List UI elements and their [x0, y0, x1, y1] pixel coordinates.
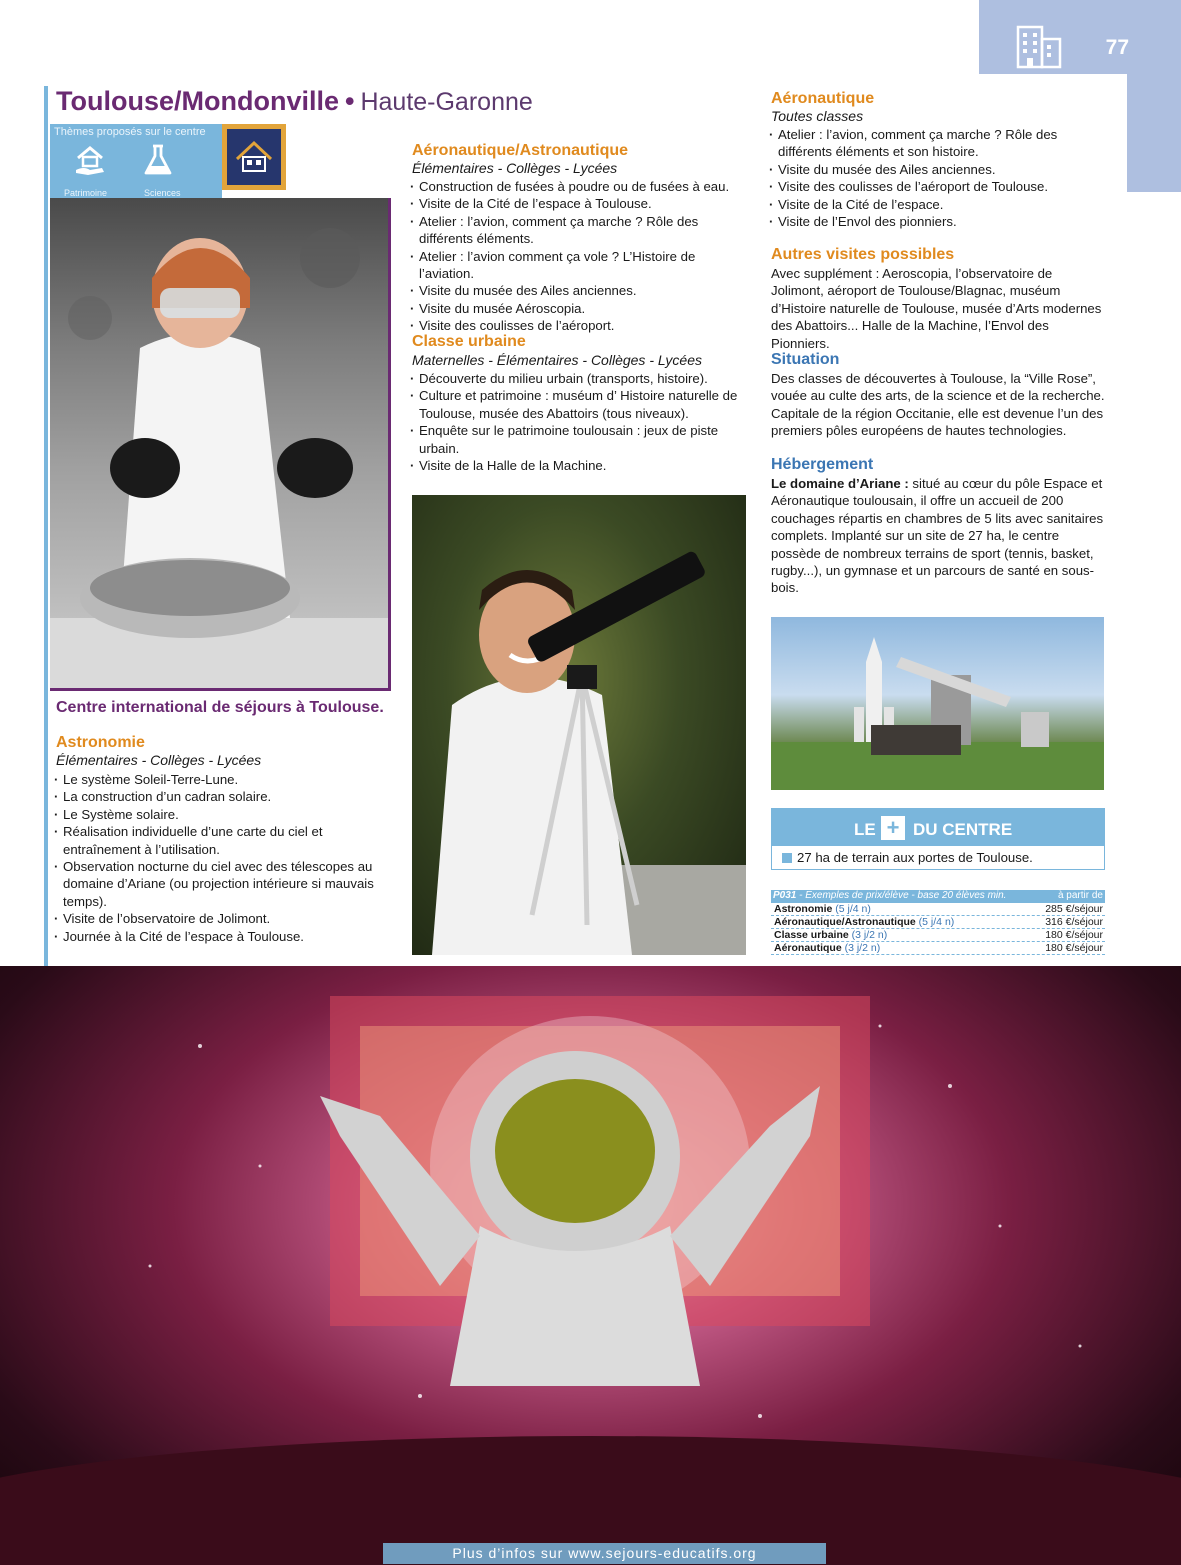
house-hand-icon — [72, 142, 108, 178]
price-row-price: 316 €/séjour — [1045, 916, 1103, 928]
photo-frame-bottom — [50, 688, 391, 691]
plus-du-centre-text: 27 ha de terrain aux portes de Toulouse. — [797, 850, 1033, 865]
page-tab — [979, 0, 1181, 74]
list-item: · Visite du musée des Ailes anciennes. — [769, 161, 1105, 178]
price-table-title — [773, 890, 1006, 901]
price-row-price: 285 €/séjour — [1045, 903, 1103, 915]
situation-text: Des classes de découvertes à Toulouse, la “Ville Rose”, vouée au culte des arts, de la science et de la recherche. Capitale de la région Occitanie, elle est devenue l’un des premiers pôles européens de hautes technologies. — [771, 371, 1105, 439]
list-item: · Atelier : l’avion, comment ça marche ? Rôle des différents éléments. — [410, 213, 746, 248]
plus-icon: + — [881, 816, 905, 840]
astronomie-levels: Élémentaires - Collèges - Lycées — [56, 752, 262, 768]
astronomie-title: Astronomie — [56, 734, 145, 751]
list-item: · Visite du musée Aéroscopia. — [410, 300, 746, 317]
themes-label: Thèmes proposés sur le centre — [54, 126, 206, 138]
price-row-name: Aéronautique/Astronautique — [774, 916, 916, 928]
photo-frame-right — [388, 198, 391, 691]
list-item: · Visite du musée des Ailes anciennes. — [410, 282, 746, 299]
classe-urbaine-title: Classe urbaine — [412, 333, 526, 350]
centre-name: Centre international de séjours à Toulouse. — [56, 699, 384, 716]
aero-astro-title: Aéronautique/Astronautique — [412, 142, 629, 159]
price-row-price: 180 €/séjour — [1045, 942, 1103, 954]
list-item: · Visite de la Cité de l’espace. — [769, 196, 1105, 213]
list-item: · Réalisation individuelle d’une carte du ciel et entraînement à l’utilisation. — [54, 823, 390, 858]
classe-urbaine-levels: Maternelles - Élémentaires - Collèges - Lycées — [412, 352, 702, 368]
title-bullet: • — [345, 86, 355, 116]
price-row-duration: (3 j/2 n) — [841, 942, 881, 954]
list-item: · Visite de la Halle de la Machine. — [410, 457, 746, 474]
classe-urbaine-list — [410, 370, 746, 474]
hebergement-title: Hébergement — [771, 456, 874, 473]
list-item: · Visite des coulisses de l’aéroport. — [410, 317, 746, 334]
photo-girl-experiment — [50, 198, 390, 690]
autres-visites-text: Avec supplément : Aeroscopia, l’observatoire de Jolimont, aéroport de Toulouse/Blagnac, muséum d’Histoire naturelle de Toulouse, musée d’Arts modernes des Abattoirs... Halle de la Machine, l’Envol des Pionniers. — [771, 266, 1102, 351]
list-item: · Enquête sur le patrimoine toulousain : jeux de piste urbain. — [410, 422, 746, 457]
aeronautique-title: Aéronautique — [771, 90, 875, 107]
page-number: 77 — [1105, 36, 1129, 59]
aeronautique-levels: Toutes classes — [771, 108, 864, 124]
price-row-duration: (3 j/2 n) — [848, 929, 888, 941]
list-item: · Atelier : l’avion, comment ça marche ? Rôle des différents éléments et son histoire. — [769, 126, 1105, 161]
price-from: à partir de — [1057, 890, 1103, 901]
aeronautique-list — [769, 126, 1105, 230]
title-department: Haute-Garonne — [360, 88, 533, 116]
hebergement-lead: Le domaine d’Ariane : — [771, 476, 909, 491]
photo-astronaut-planetarium — [0, 966, 1181, 1565]
page-title — [56, 86, 533, 117]
price-row-price: 180 €/séjour — [1045, 929, 1103, 941]
price-row — [771, 916, 1105, 929]
title-city: Toulouse/Mondonville — [56, 86, 339, 116]
price-row-duration: (5 j/4 n) — [832, 903, 871, 915]
building-icon — [1016, 25, 1062, 69]
hebergement-body: situé au cœur du pôle Espace et Aéronautique toulousain, il offre un accueil de 200 couchages répartis en chambres de 5 lits avec sanitaires complets. Implanté sur un site de 27 ha, le centre possède de nombreux terrains de sport (tennis, basket, rugby...), un gymnase et un parcours de santé en sous-bois. — [771, 476, 1104, 596]
list-item: · Le système Soleil-Terre-Lune. — [54, 771, 390, 788]
square-bullet-icon — [782, 853, 792, 863]
page-tab-extension — [1127, 74, 1181, 192]
list-item: · Le Système solaire. — [54, 806, 390, 823]
hebergement-text — [771, 475, 1105, 597]
price-row-duration: (5 j/4 n) — [915, 916, 955, 928]
list-item: · Atelier : l’avion comment ça vole ? L’Histoire de l’aviation. — [410, 248, 746, 283]
theme-label-patrimoine: Patrimoine — [64, 188, 108, 198]
plus-du-centre-le: LE — [854, 820, 876, 839]
astronomie-list — [54, 771, 390, 945]
price-row — [771, 929, 1105, 942]
price-row-name: Aéronautique — [774, 942, 842, 954]
theme-label-sciences: Sciences — [144, 188, 181, 198]
aero-astro-list — [410, 178, 746, 335]
list-item: · La construction d’un cadran solaire. — [54, 788, 390, 805]
price-row — [771, 942, 1105, 955]
price-row — [771, 903, 1105, 916]
list-item: · Visite de l’observatoire de Jolimont. — [54, 910, 390, 927]
list-item: · Visite de la Cité de l’espace à Toulouse. — [410, 195, 746, 212]
list-item: · Culture et patrimoine : muséum d’ Histoire naturelle de Toulouse, musée des Abattoirs (tous niveaux). — [410, 387, 746, 422]
price-row-name: Classe urbaine — [774, 929, 849, 941]
price-row-name: Astronomie — [774, 903, 833, 915]
list-item: · Construction de fusées à poudre ou de fusées à eau. — [410, 178, 746, 195]
photo-cite-espace — [771, 617, 1104, 790]
flask-icon — [140, 142, 176, 178]
plus-du-centre-label: DU CENTRE — [913, 820, 1013, 839]
quality-label-logo-icon — [227, 129, 281, 185]
left-rule — [44, 86, 48, 966]
list-item: · Journée à la Cité de l’espace à Toulouse. — [54, 928, 390, 945]
list-item: · Visite de l’Envol des pionniers. — [769, 213, 1105, 230]
situation-title: Situation — [771, 351, 840, 368]
price-code: P031 — [773, 890, 797, 901]
autres-visites-title: Autres visites possibles — [771, 246, 955, 263]
price-header: - Exemples de prix/élève - base 20 élèves min. — [796, 890, 1007, 901]
footer-link[interactable]: Plus d’infos sur www.sejours-educatifs.org — [452, 1545, 757, 1561]
photo-boy-telescope — [412, 495, 746, 955]
list-item: · Visite des coulisses de l’aéroport de Toulouse. — [769, 178, 1105, 195]
list-item: · Observation nocturne du ciel avec des télescopes au domaine d’Ariane (ou projection intérieure si mauvais temps). — [54, 858, 390, 910]
list-item: · Découverte du milieu urbain (transports, histoire). — [410, 370, 746, 387]
aero-astro-levels: Élémentaires - Collèges - Lycées — [412, 160, 618, 176]
